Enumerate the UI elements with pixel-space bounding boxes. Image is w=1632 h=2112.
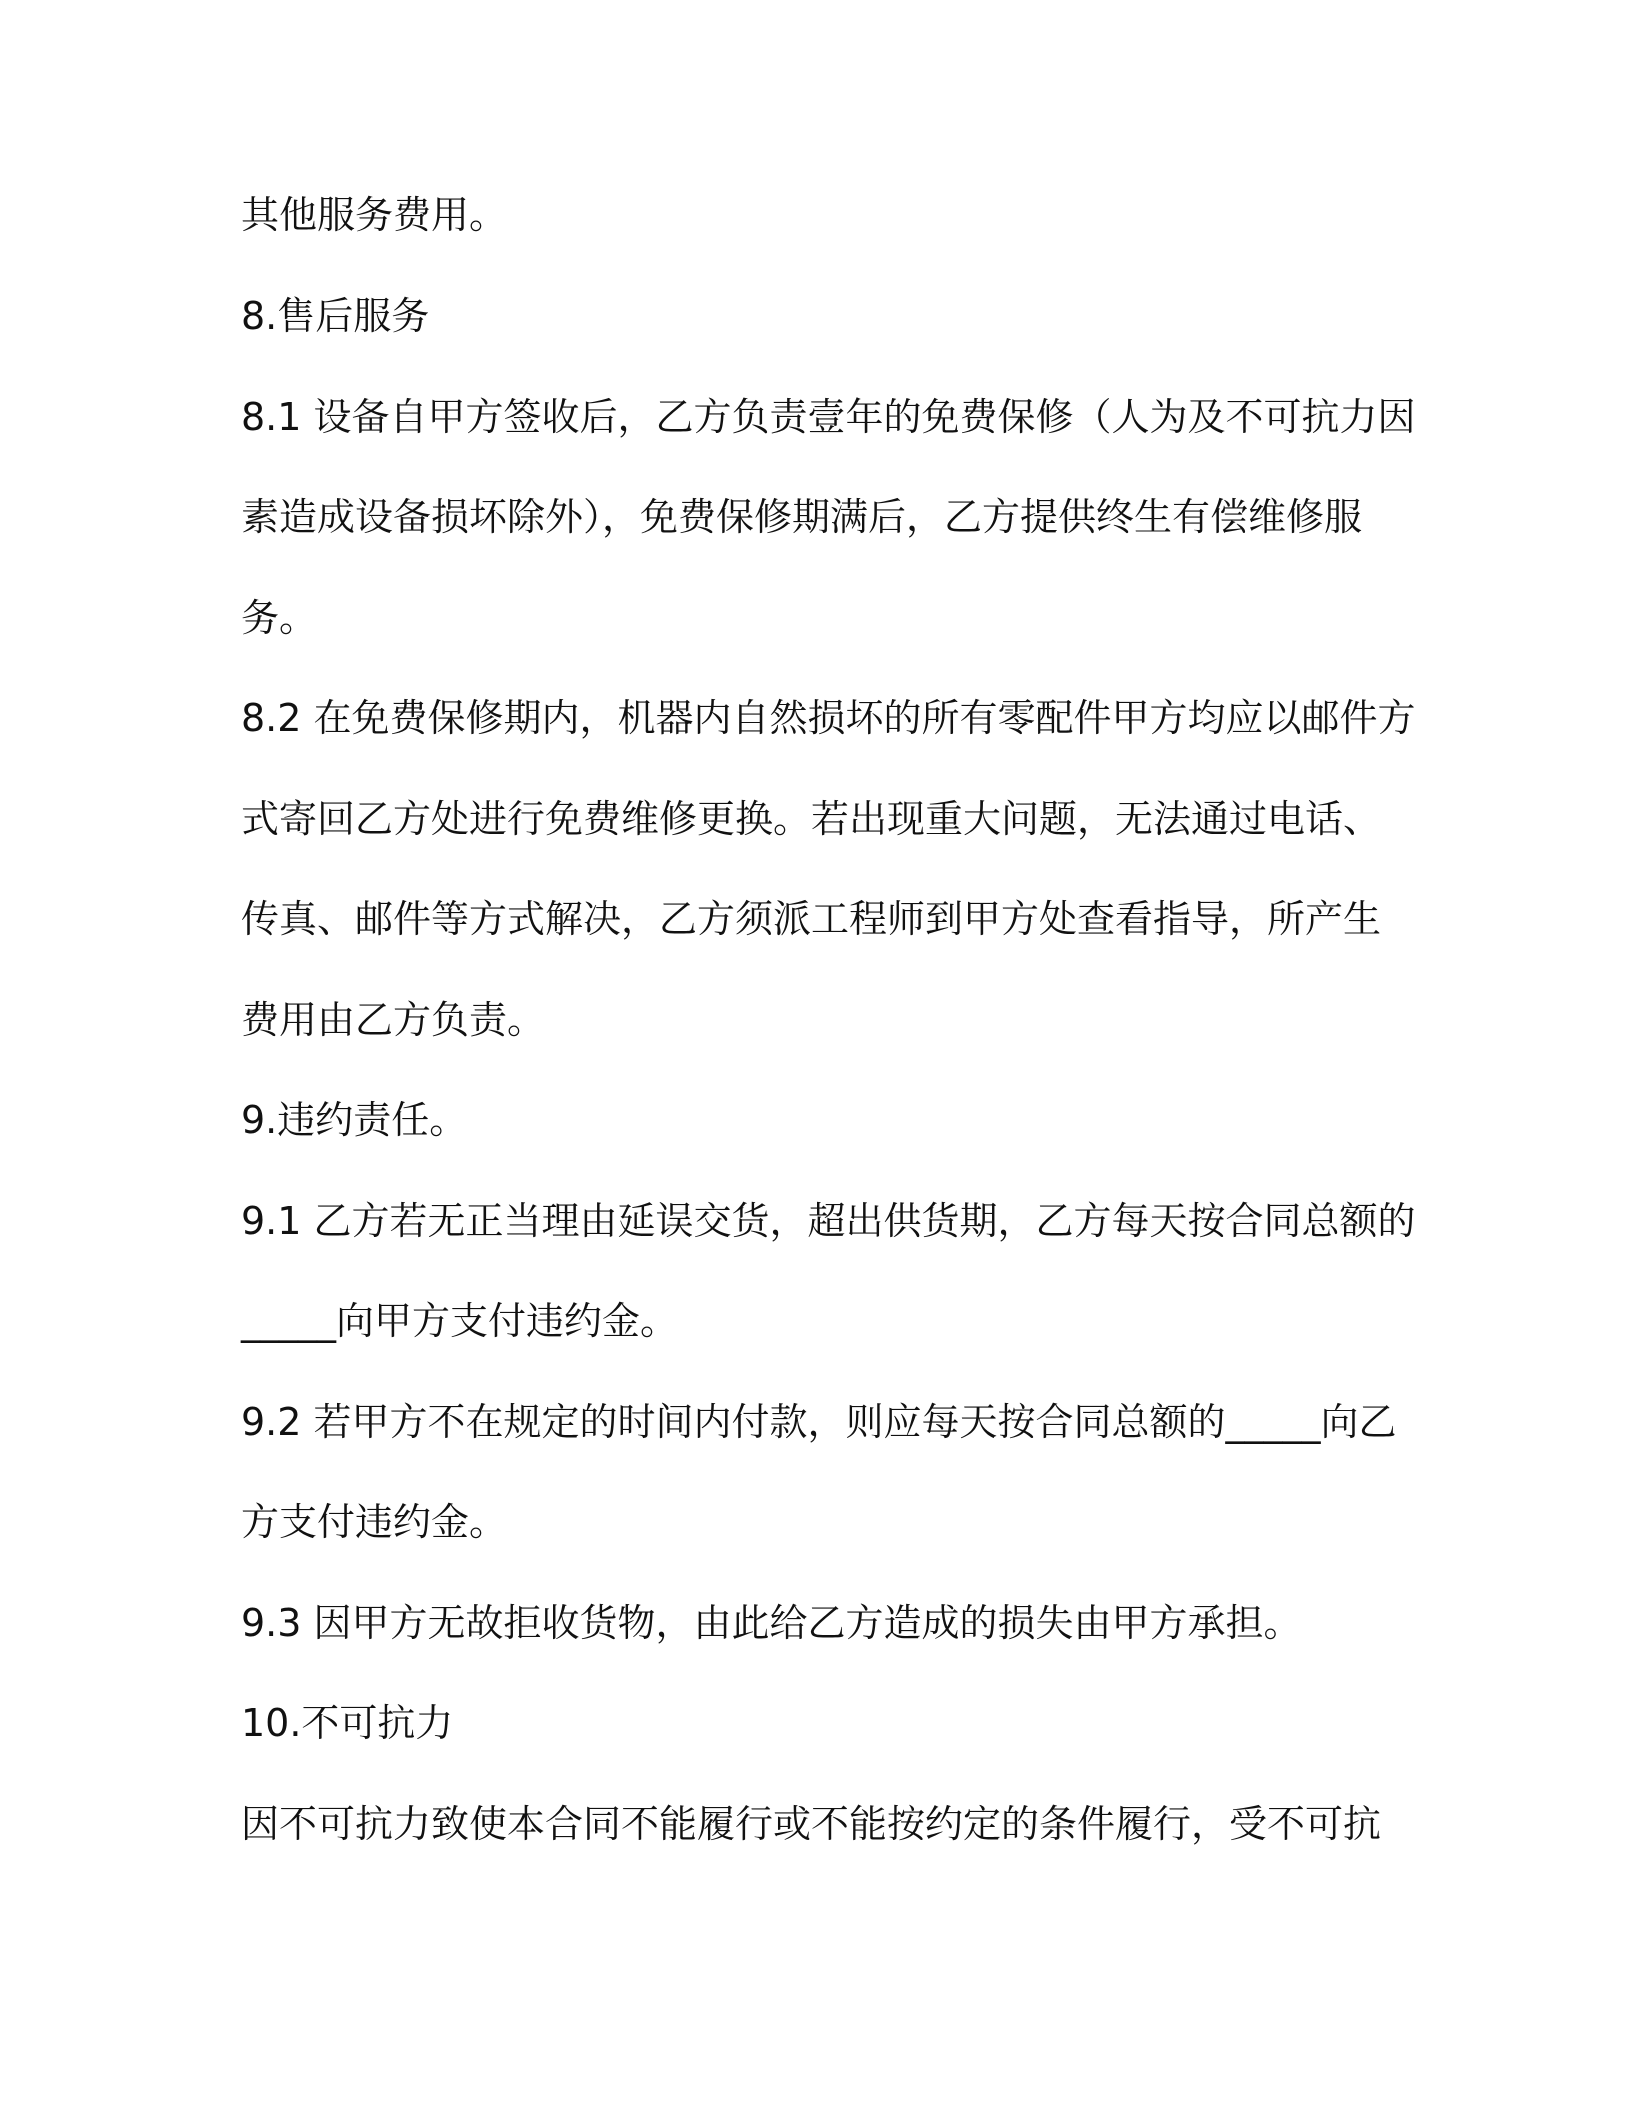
text-line: 9.1 乙方若无正当理由延误交货，超出供货期，乙方每天按合同总额的 xyxy=(241,1199,1416,1243)
text-line: 8.2 在免费保修期内，机器内自然损坏的所有零配件甲方均应以邮件方 xyxy=(241,696,1416,740)
section-heading: 9.违约责任。 xyxy=(241,1098,468,1142)
text-line: 方支付违约金。 xyxy=(241,1500,508,1544)
text-line: 式寄回乙方处进行免费维修更换。若出现重大问题，无法通过电话、 xyxy=(241,797,1382,841)
text-line: 因不可抗力致使本合同不能履行或不能按约定的条件履行，受不可抗 xyxy=(241,1802,1382,1846)
section-heading: 10.不可抗力 xyxy=(241,1701,454,1745)
text-line: 9.3 因甲方无故拒收货物，由此给乙方造成的损失由甲方承担。 xyxy=(241,1601,1302,1645)
text-line: 其他服务费用。 xyxy=(241,193,508,237)
section-heading: 8.售后服务 xyxy=(241,294,430,338)
text-line: 费用由乙方负责。 xyxy=(241,998,546,1042)
text-line: 9.2 若甲方不在规定的时间内付款，则应每天按合同总额的_____向乙 xyxy=(241,1400,1397,1444)
text-line: _____向甲方支付违约金。 xyxy=(241,1299,679,1343)
text-line: 素造成设备损坏除外），免费保修期满后，乙方提供终生有偿维修服 xyxy=(241,495,1363,539)
text-line: 8.1 设备自甲方签收后，乙方负责壹年的免费保修（人为及不可抗力因 xyxy=(241,395,1416,439)
text-line: 务。 xyxy=(241,596,318,640)
text-line: 传真、邮件等方式解决，乙方须派工程师到甲方处查看指导，所产生 xyxy=(241,897,1382,941)
